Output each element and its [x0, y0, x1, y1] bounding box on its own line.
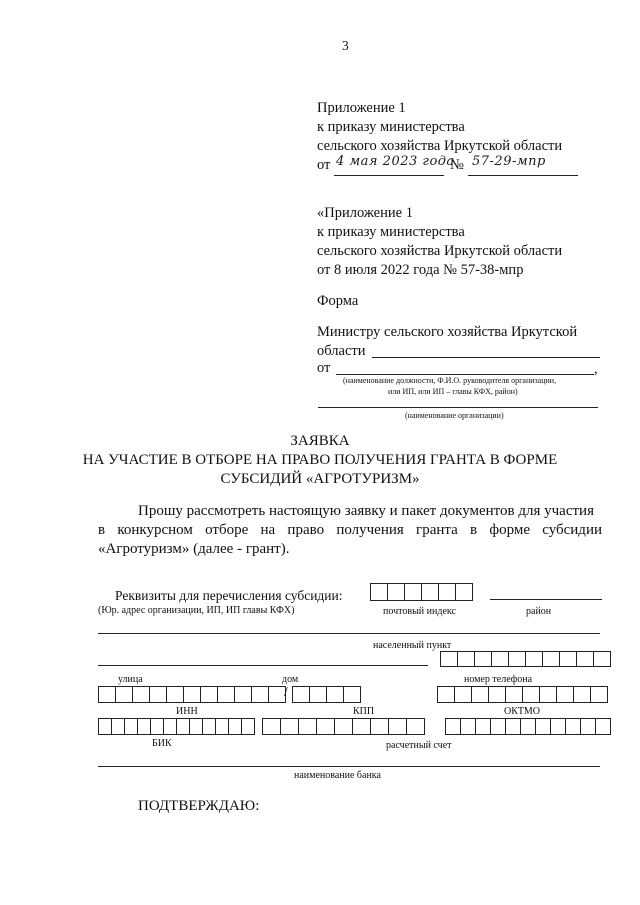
date-underline [334, 175, 444, 176]
appendix1-line3: сельского хозяйства Иркутской области [317, 138, 563, 154]
appendix1-line2: к приказу министерства [317, 119, 465, 135]
addressee-hint2: или ИП, или ИП – главы КФХ, район) [388, 387, 518, 396]
street-boxes[interactable] [98, 686, 286, 703]
appendix2-line3: сельского хозяйства Иркутской области [317, 243, 563, 259]
house-label: дом [282, 674, 299, 685]
comma: , [594, 361, 598, 377]
addressee-line1: Министру сельского хозяйства Иркутской [317, 324, 578, 340]
number-underline [468, 175, 578, 176]
addressee-line2: области [317, 343, 366, 359]
bank-name-line[interactable] [98, 766, 600, 767]
postal-index-label: почтовый индекс [383, 606, 456, 617]
street-label: улица [118, 674, 143, 685]
district-label: район [526, 606, 552, 617]
requisites-heading: Реквизиты для перечисления субсидии: [115, 588, 343, 603]
handwritten-number: 57-29-мпр [472, 154, 546, 169]
appendix2-line1: «Приложение 1 [317, 205, 413, 221]
district-field-line[interactable] [490, 599, 602, 600]
requisites-subheading: (Юр. адрес организации, ИП, ИП главы КФХ) [98, 605, 295, 616]
appendix2-line2: к приказу министерства [317, 224, 465, 240]
addressee-hint3: (наименование организации) [405, 411, 504, 420]
organization-field-line [318, 407, 598, 408]
addressee-hint1: (наименование должности, Ф.И.О. руководителя организации, [343, 376, 557, 385]
body-line3: «Агротуризм» (далее - грант). [98, 541, 290, 557]
appendix1-from: от [317, 157, 331, 173]
inn-boxes[interactable] [98, 718, 255, 735]
title-line2: НА УЧАСТИЕ В ОТБОРЕ НА ПРАВО ПОЛУЧЕНИЯ ГРАНТА В ФОРМЕ [82, 452, 558, 468]
house-boxes[interactable] [292, 686, 361, 703]
oktmo-label: ОКТМО [504, 706, 540, 717]
region-field-line [372, 357, 600, 358]
confirm-heading: ПОДТВЕРЖДАЮ: [138, 798, 260, 814]
appendix2-line4: от 8 июля 2022 года № 57-38-мпр [317, 262, 524, 278]
kpp-label: КПП [353, 706, 375, 717]
body-line1: Прошу рассмотреть настоящую заявку и пакет документов для участия [138, 503, 594, 519]
appendix1-line1: Приложение 1 [317, 100, 406, 116]
bank-name-label: наименование банка [294, 770, 381, 781]
locality-boxes[interactable] [440, 651, 611, 667]
bik-label: БИК [152, 738, 172, 749]
form-label: Форма [317, 293, 359, 309]
body-line2: в конкурсном отборе на право получения гранта в форме субсидии [98, 522, 602, 538]
title-line3: СУБСИДИЙ «АГРОТУРИЗМ» [220, 471, 420, 487]
number-sign: № [450, 157, 464, 173]
address-line[interactable] [98, 633, 600, 634]
title-line1: ЗАЯВКА [290, 433, 350, 449]
addressee-from: от [317, 360, 331, 376]
phone-label: номер телефона [464, 674, 533, 685]
account-label: расчетный счет [386, 740, 452, 751]
postal-index-boxes[interactable] [370, 583, 473, 601]
locality-field-line[interactable] [98, 665, 428, 666]
kpp-boxes[interactable] [262, 718, 425, 735]
house-slash: / [284, 684, 288, 699]
inn-label: ИНН [176, 706, 198, 717]
phone-boxes[interactable] [437, 686, 608, 703]
locality-label: населенный пункт [373, 640, 452, 651]
oktmo-boxes[interactable] [445, 718, 611, 735]
page-number: 3 [342, 38, 349, 53]
handwritten-date: 4 мая 2023 года [336, 154, 455, 169]
from-field-line [336, 374, 594, 375]
